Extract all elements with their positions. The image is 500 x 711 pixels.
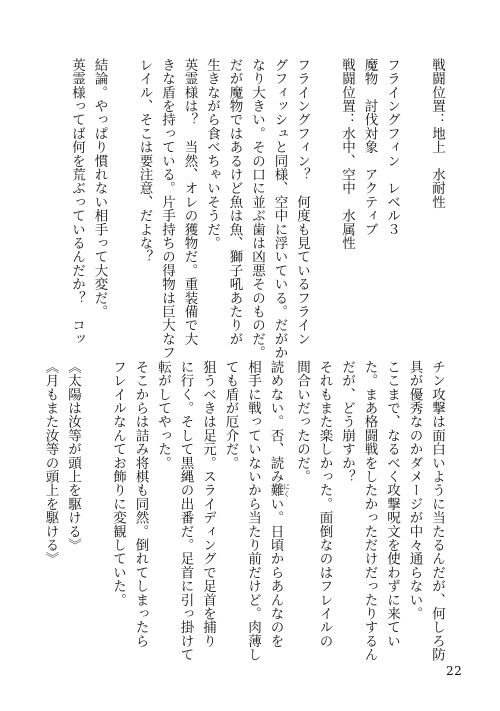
text-line: ここまで、なるべく攻撃呪文を使わずに来てい (384, 360, 400, 648)
text-line: 戦闘位置：水中、空中 水属性 (339, 58, 355, 250)
text-line: 戦闘位置：地上 水耐性 (429, 58, 445, 209)
text-line: 具が優秀なのかダメージが中々通らない。 (406, 360, 423, 621)
ruby-gloss: にく (282, 482, 291, 498)
text-line (84, 360, 107, 628)
text-line (313, 58, 336, 322)
text-line (111, 58, 134, 322)
text-line: 結論。やっぱり慣れない相手って大変だ。 (91, 58, 108, 319)
text-line: 《月もまた汝等の頭上を駆ける》 (42, 360, 59, 566)
text-line: そこからは詰み将棋も同然。倒れてしまったら (132, 360, 149, 648)
page-number: 22 (446, 664, 463, 678)
text-line: 転がしてやった。 (155, 360, 171, 470)
text-line: フライングフィン レベル３ (384, 58, 400, 237)
text-line: た。まあ格闘戦をしたかっただけだったりするん (361, 360, 378, 662)
text-line: それもまた楽しかった。面倒なのはフレイルの (316, 360, 333, 648)
text-line: だが魔物ではあるけど魚は魚、獅子吼あたりが (226, 58, 243, 346)
text-line: フライングフィン？ 何度も見ているフライン (294, 58, 310, 346)
text-line: なり大きい。その口に並ぶ歯は凶悪そのものだ。 (249, 58, 265, 360)
upper-text-block (66, 58, 449, 360)
text-line: フレイルなんてお飾りに変観していた。 (110, 360, 126, 607)
text-line: 生きながら食べちゃいそうだ。 (204, 58, 220, 250)
text-line: レイル、そこは要注意、だよな？ (136, 58, 153, 264)
text-line: 《太陽は汝等が頭上を駆ける》 (65, 360, 81, 552)
lower-text-block (39, 360, 448, 662)
text-line: 間合いだったのだ。 (294, 360, 310, 484)
text-line: 魔物 討伐対象 アクティブ (361, 58, 378, 237)
text-line: チン攻撃は面白いように当たるんだが、何しろ防 (429, 360, 445, 662)
text-line: 読めない。否、読み難 にくい。日頃からあんなのを (267, 360, 291, 648)
text-line: 英霊様ってば何を荒ぶっているんだか？ コッ (69, 58, 85, 346)
text-line: きな盾を持っている。片手持ちの得物は巨大なフ (159, 58, 175, 360)
text-line: グフィッシュと同様、空中に浮いている。だがか (271, 58, 288, 360)
text-line: 英霊様は？ 当然、オレの獲物だ。重装備で大 (181, 58, 198, 346)
text-line: 相手に戦っていないから当たり前だけど。肉薄し (245, 360, 261, 662)
text-line (403, 58, 426, 322)
ruby-annotated-word: 難 にく (267, 482, 291, 498)
text-line: だが、どう崩すか？ (339, 360, 355, 484)
text-line: 狙うべきは足元。スライディングで足首を捕り (200, 360, 216, 648)
text-line: に行く。そして黒縄の出番だ。足首に引っ掛けて (177, 360, 194, 662)
text-line: ても盾が厄介だ。 (222, 360, 239, 470)
